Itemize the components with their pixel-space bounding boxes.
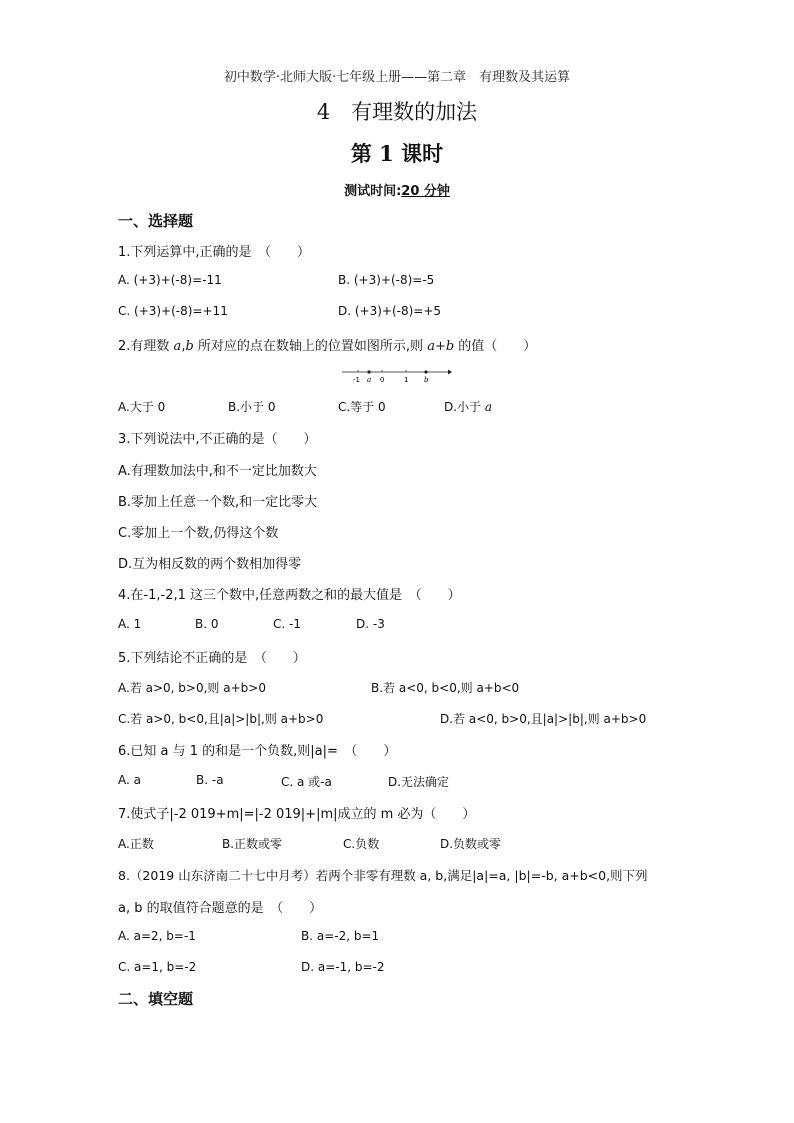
q2-text: 的值（ ）	[454, 339, 537, 354]
section-fill-title: 二、填空题	[118, 990, 194, 1008]
question-6-option-d: D.无法确定	[388, 775, 450, 789]
question-7-stem: 7.使式子|-2 019+m|=|-2 019|+|m|成立的 m 必为（ ）	[118, 807, 476, 822]
question-8-option-c: C. a=1, b=-2	[118, 960, 197, 974]
question-3-option-b: B.零加上任意一个数,和一定比零大	[118, 495, 318, 510]
question-4-stem: 4.在-1,-2,1 这三个数中,任意两数之和的最大值是 （ ）	[118, 588, 461, 603]
test-time-label: 测试时间:	[344, 184, 402, 199]
question-8-stem-line1: 8.（2019 山东济南二十七中月考）若两个非零有理数 a, b,满足|a|=a, |b|=-b, a+b<0,则下列	[118, 868, 648, 883]
question-5-option-a: A.若 a>0, b>0,则 a+b>0	[118, 681, 266, 695]
question-2-option-d	[444, 398, 492, 415]
question-1-stem: 1.下列运算中,正确的是 （ ）	[118, 245, 311, 260]
label-b: b	[424, 376, 429, 384]
question-6-option-b: B. -a	[196, 773, 224, 787]
question-4-option-a: A. 1	[118, 617, 142, 631]
question-4-option-c: C. -1	[273, 617, 301, 631]
page-header: 初中数学·北师大版·七年级上册——第二章 有理数及其运算	[223, 70, 571, 85]
test-time	[0, 180, 794, 199]
question-7-option-b: B.正数或零	[222, 837, 283, 851]
question-7-option-d: D.负数或零	[440, 837, 502, 851]
question-1-option-c: C. (+3)+(-8)=+11	[118, 304, 228, 318]
question-1-option-d: D. (+3)+(-8)=+5	[338, 304, 442, 318]
section-choice-title: 一、选择题	[118, 212, 194, 230]
question-5-stem: 5.下列结论不正确的是 （ ）	[118, 651, 306, 666]
label-one: 1	[404, 376, 409, 384]
var-a-plus-b: a+b	[427, 339, 455, 354]
question-6-option-a: A. a	[118, 773, 141, 787]
question-1-option-b: B. (+3)+(-8)=-5	[338, 273, 435, 287]
question-4-option-d: D. -3	[356, 617, 385, 631]
question-3-option-a: A.有理数加法中,和不一定比加数大	[118, 464, 317, 479]
question-5-option-d: D.若 a<0, b>0,且|a|>|b|,则 a+b>0	[440, 712, 647, 726]
question-2-stem	[118, 335, 536, 354]
question-8-option-b: B. a=-2, b=1	[301, 929, 380, 943]
question-3-stem: 3.下列说法中,不正确的是（ ）	[118, 432, 317, 447]
question-8-option-d: D. a=-1, b=-2	[301, 960, 385, 974]
q2-text: ,	[181, 339, 186, 354]
test-time-value: 20 分钟	[401, 184, 450, 199]
question-2-option-c: C.等于 0	[338, 400, 386, 414]
question-5-option-c: C.若 a>0, b<0,且|a|>|b|,则 a+b>0	[118, 712, 324, 726]
var-a: a	[173, 339, 182, 354]
question-8-option-a: A. a=2, b=-1	[118, 929, 196, 943]
point-a	[367, 370, 370, 373]
number-line-figure	[340, 363, 452, 385]
lesson-subtitle: 第 1 课时	[350, 141, 444, 166]
question-3-option-d: D.互为相反数的两个数相加得零	[118, 557, 302, 572]
label-minus1: -1	[353, 376, 360, 384]
question-7-option-c: C.负数	[343, 837, 380, 851]
question-3-option-c: C.零加上一个数,仍得这个数	[118, 526, 279, 541]
number-line-arrow	[448, 370, 452, 375]
q2-text: 2.有理数	[118, 339, 174, 354]
question-6-stem: 6.已知 a 与 1 的和是一个负数,则|a|= （ ）	[118, 744, 397, 759]
question-5-option-b: B.若 a<0, b<0,则 a+b<0	[371, 681, 520, 695]
question-2-option-b: B.小于 0	[228, 400, 276, 414]
question-6-option-c: C. a 或-a	[281, 775, 332, 789]
q2-option-d-text: D.小于	[444, 400, 485, 414]
question-2-option-a: A.大于 0	[118, 400, 166, 414]
q2-text: 所对应的点在数轴上的位置如图所示,则	[193, 339, 428, 354]
question-4-option-b: B. 0	[195, 617, 219, 631]
label-zero: 0	[380, 376, 385, 384]
question-1-option-a: A. (+3)+(-8)=-11	[118, 273, 222, 287]
lesson-title: 4 有理数的加法	[316, 100, 478, 124]
question-7-option-a: A.正数	[118, 837, 154, 851]
var-a: a	[484, 400, 493, 414]
point-b	[424, 370, 427, 373]
var-b: b	[185, 339, 194, 354]
label-a: a	[367, 376, 372, 384]
question-8-stem-line2: a, b 的取值符合题意的是 （ ）	[118, 901, 323, 916]
